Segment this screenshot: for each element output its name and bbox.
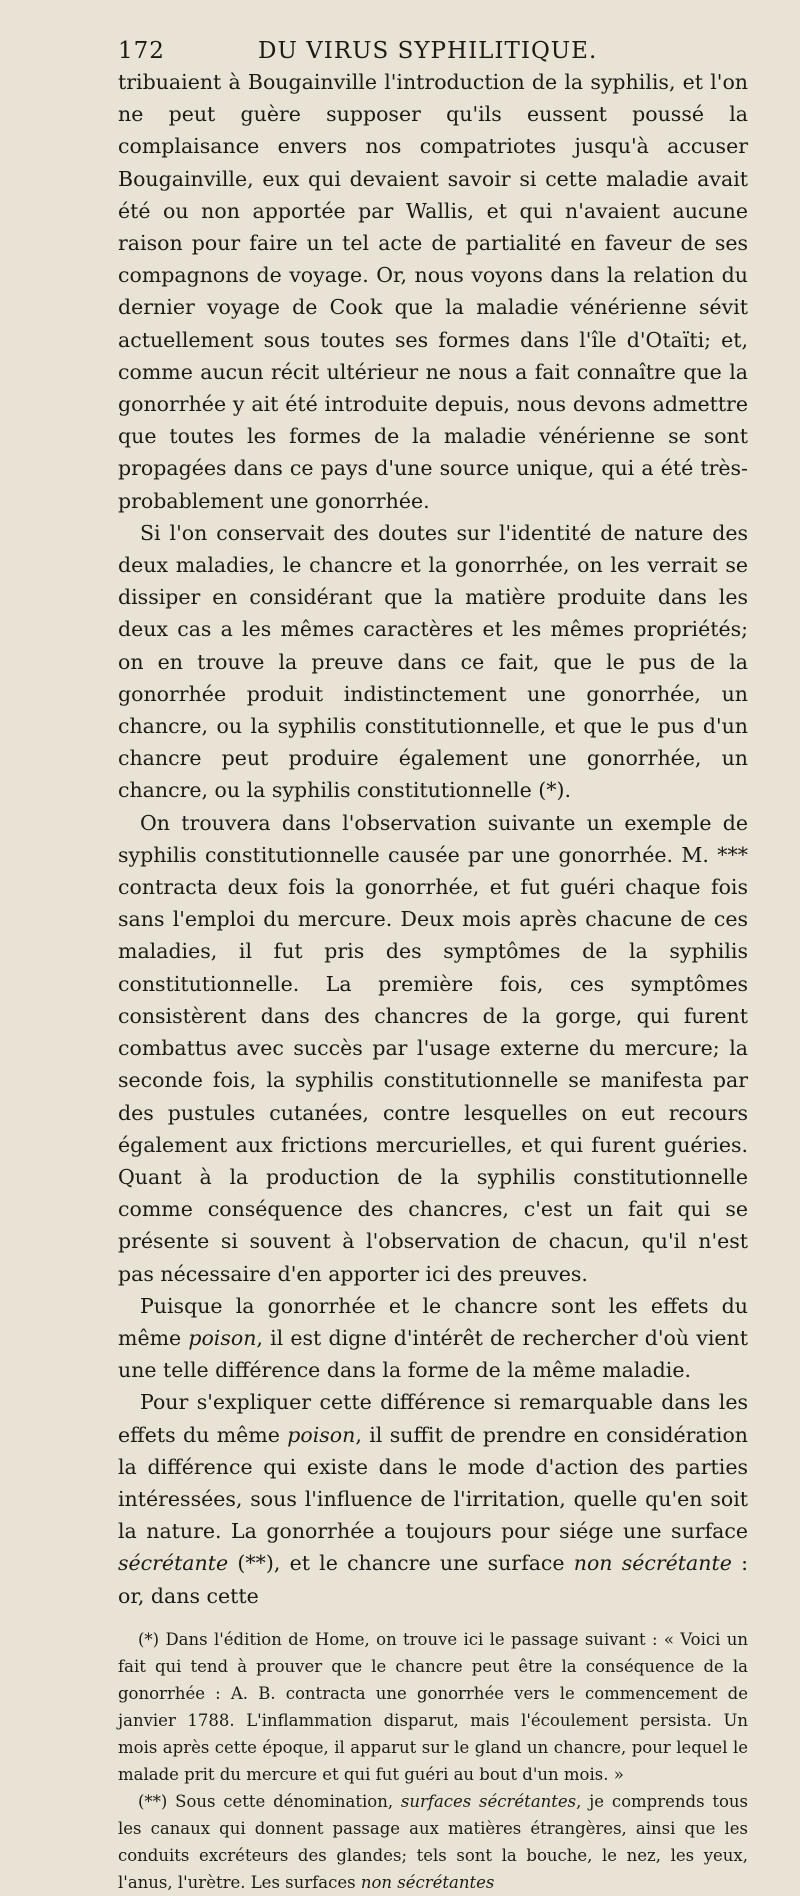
paragraph-2 (118, 517, 748, 807)
paragraph-3 (118, 807, 748, 1290)
italic-text: poison (287, 1422, 356, 1447)
text-segment: (**) Sous cette dénomination, (138, 1791, 401, 1811)
footnotes (118, 1626, 748, 1896)
footnote-2 (118, 1788, 748, 1896)
body-text (118, 66, 748, 1612)
text-segment: Si l'on conservait des doutes sur l'identité de nature des deux maladies, le chancre et la gonorrhée, on les verrait se dissiper en considérant que la matière produite dans les deux cas a les mêmes caractères et les mêmes propriétés; on en trouve la preuve dans ce fait, que le pus de la gonorrhée produit indistinctement une gonorrhée, un chancre, ou la syphilis constitutionnelle, et que le pus d'un chancre peut produire également une gonorrhée, un chancre, ou la syphilis constitutionnelle (*). (118, 520, 748, 803)
footnote-1 (118, 1626, 748, 1788)
italic-text: non sécrétante (573, 1551, 732, 1576)
italic-text: non sécrétantes (360, 1872, 495, 1892)
paragraph-5 (118, 1386, 748, 1611)
text-segment: , il suffit de prendre en considération la différence qui existe dans le mode d'action des parties intéressées, sous l'influence de l'irritation, quelle qu'en soit la nature. La gonorrhée a toujours pour siége une surface (118, 1422, 748, 1544)
italic-text: sécrétante (118, 1551, 229, 1576)
text-segment: Puisque la gonorrhée et le chancre sont les effets du même (118, 1293, 748, 1350)
text-segment: : or, dans cette (118, 1551, 748, 1608)
text-segment: tribuaient à Bougainville l'introduction de la syphilis, et l'on ne peut guère supposer qu'ils eussent poussé la complaisance envers nos compatriotes jusqu'à accuser Bougainville, eux qui devaient savoir si cette maladie avait été ou non apportée par Wallis, et qui n'avaient aucune raison pour faire un tel acte de partialité en faveur de ses compagnons de voyage. Or, nous voyons dans la relation du dernier voyage de Cook que la maladie vénérienne sévit actuellement sous toutes ses formes dans l'île d'Otaïti; et, comme aucun récit ultérieur ne nous a fait connaître que la gonorrhée y ait été introduite depuis, nous devons admettre que toutes les formes de la maladie vénérienne se sont propagées dans ce pays d'une source unique, qui a été très-probablement une gonorrhée. (118, 70, 748, 513)
italic-text: surfaces sécrétantes (400, 1791, 577, 1811)
text-segment: , je comprends tous les canaux qui donnent passage aux matières étrangères, ainsi que les conduits excréteurs des glandes; tels sont la bouche, le nez, les yeux, l'anus, l'urètre. Les surfaces (118, 1791, 748, 1892)
page-header (118, 38, 748, 64)
text-segment: (**), et le chancre une surface (228, 1551, 574, 1576)
running-title: DU VIRUS SYPHILITIQUE. (258, 38, 598, 64)
text-segment: , il est digne d'intérêt de rechercher d'où vient une telle différence dans la forme de la même maladie. (118, 1325, 748, 1383)
paragraph-4 (118, 1290, 748, 1387)
italic-text: poison (188, 1325, 257, 1350)
text-segment: (*) Dans l'édition de Home, on trouve ici le passage suivant : « Voici un fait qui tend à prouver que le chancre peut être la conséquence de la gonorrhée : A. B. contracta une gonorrhée vers le commencement de janvier 1788. L'inflammation disparut, mais l'écoulement persista. Un mois après cette époque, il apparut sur le gland un chancre, pour lequel le malade prit du mercure et qui fut guéri au bout d'un mois. » (118, 1629, 748, 1784)
text-segment: On trouvera dans l'observation suivante un exemple de syphilis constitutionnelle causée par une gonorrhée. M. *** contracta deux fois la gonorrhée, et fut guéri chaque fois sans l'emploi du mercure. Deux mois après chacune de ces maladies, il fut pris des symptômes de la syphilis constitutionnelle. La première fois, ces symptômes consistèrent dans des chancres de la gorge, qui furent combattus avec succès par l'usage externe du mercure; la seconde fois, la syphilis constitutionnelle se manifesta par des pustules cutanées, contre lesquelles on eut recours également aux frictions mercurielles, et qui furent guéries. Quant à la production de la syphilis constitutionnelle comme conséquence des chancres, c'est un fait qui se présente si souvent à l'observation de chacun, qu'il n'est pas nécessaire d'en apporter ici des preuves. (118, 810, 748, 1286)
paragraph-1 (118, 66, 748, 517)
page-number: 172 (118, 38, 165, 64)
text-segment: Pour s'expliquer cette différence si remarquable dans les effets du même (118, 1390, 748, 1447)
